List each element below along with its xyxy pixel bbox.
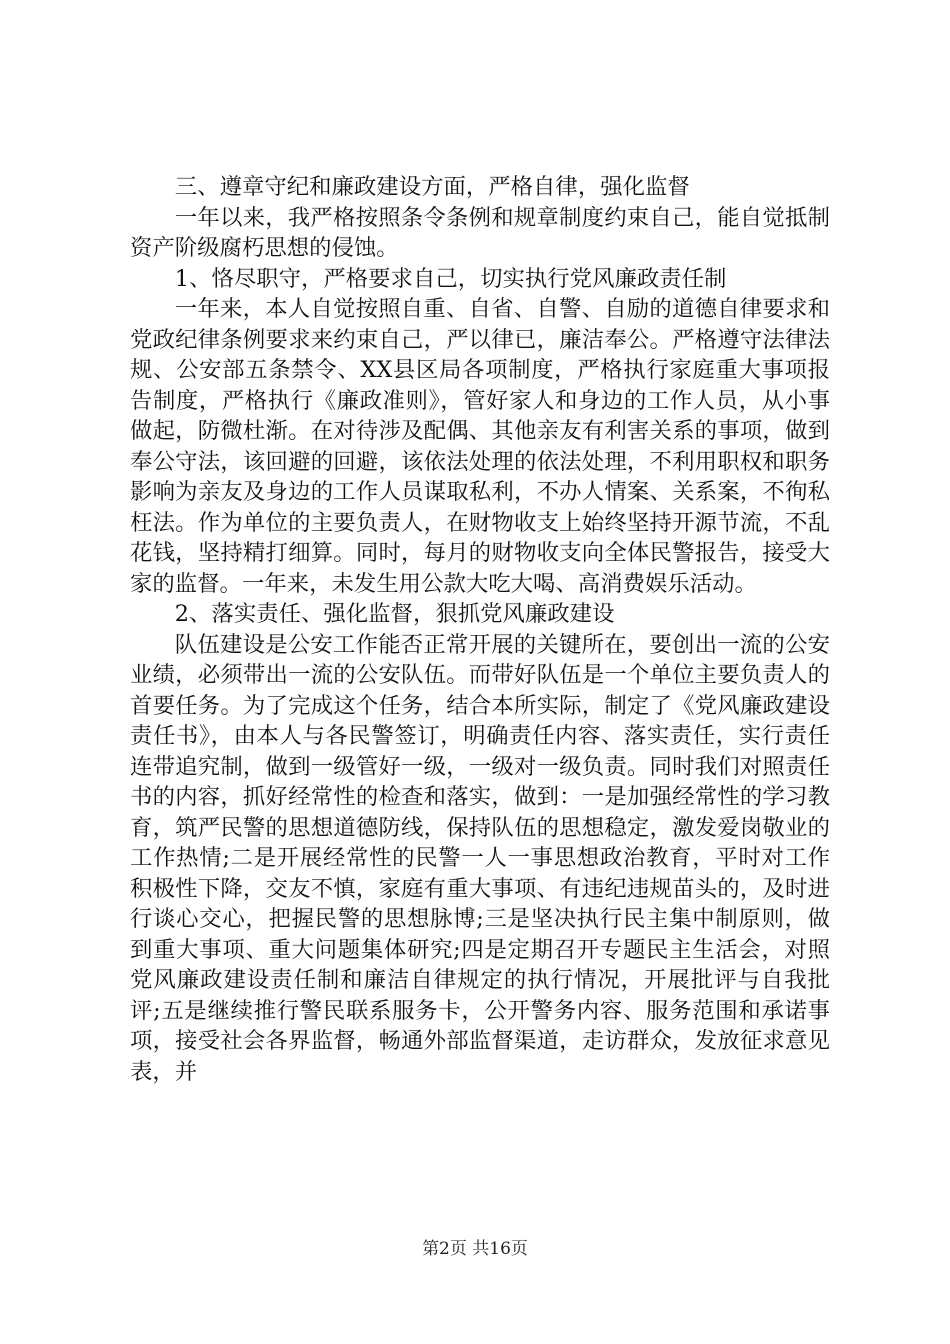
page-number-footer: 第2页 共16页 <box>422 1239 528 1259</box>
body-paragraph: 一年来，本人自觉按照自重、自省、自警、自励的道德自律要求和党政纪律条例要求来约束自己，严以律已，廉洁奉公。严格遵守法律法规、公安部五条禁令、XX县区局各项制度，严格执行家庭重大事项报告制度，严格执行《廉政准则》，管好家人和身边的工作人员，从小事做起，防微杜渐。在对待涉及配偶、其他亲友有利害关系的事项，做到奉公守法，该回避的回避，该依法处理的依法处理，不利用职权和职务影响为亲友及身边的工作人员谋取私利，不办人情案、关系案，不徇私枉法。作为单位的主要负责人，在财物收支上始终坚持开源节流，不乱花钱，坚持精打细算。同时，每月的财物收支向全体民警报告，接受大家的监督。一年来，未发生用公款大吃大喝、高消费娱乐活动。 <box>130 296 830 597</box>
subsection-heading-one: 1、恪尽职守，严格要求自己，切实执行党风廉政责任制 <box>174 265 727 292</box>
subsection-heading-two: 2、落实责任、强化监督，狠抓党风廉政建设 <box>174 601 615 627</box>
document-body <box>130 172 830 1087</box>
body-paragraph: 一年以来，我严格按照条令条例和规章制度约束自己，能自觉抵制资产阶级腐朽思想的侵蚀。 <box>130 204 830 261</box>
section-heading-three: 三、遵章守纪和廉政建设方面，严格自律，强化监督 <box>174 174 690 200</box>
body-paragraph: 队伍建设是公安工作能否正常开展的关键所在，要创出一流的公安业绩，必须带出一流的公安队伍。而带好队伍是一个单位主要负责人的首要任务。为了完成这个任务，结合本所实际，制定了《党风廉政建设责任书》，由本人与各民警签订，明确责任内容、落实责任，实行责任连带追究制，做到一级管好一级，一级对一级负责。同时我们对照责任书的内容，抓好经常性的检查和落实，做到：一是加强经常性的学习教育，筑严民警的思想道德防线，保持队伍的思想稳定，激发爱岗敬业的工作热情;二是开展经常性的民警一人一事思想政治教育，平时对工作积极性下降，交友不慎，家庭有重大事项、有违纪违规苗头的，及时进行谈心交心，把握民警的思想脉博;三是坚决执行民主集中制原则，做到重大事项、重大问题集体研究;四是定期召开专题民主生活会，对照党风廉政建设责任制和廉洁自律规定的执行情况，开展批评与自我批评;五是继续推行警民联系服务卡，公开警务内容、服务范围和承诺事项，接受社会各界监督，畅通外部监督渠道，走访群众，发放征求意见表，并 <box>130 631 830 1085</box>
